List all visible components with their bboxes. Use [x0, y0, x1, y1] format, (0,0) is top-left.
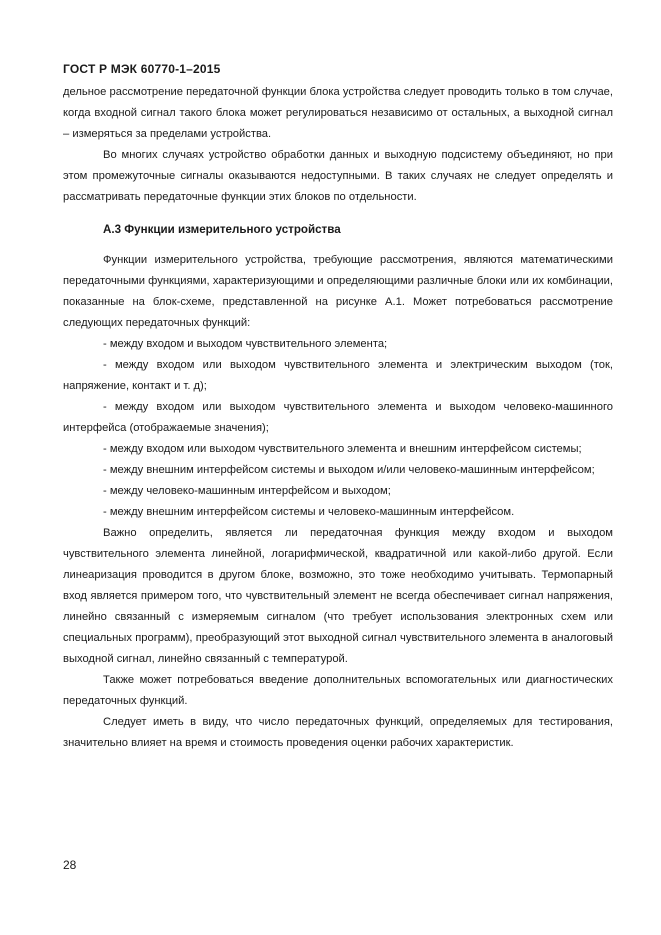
list-item: - между человеко-машинным интерфейсом и выходом; — [103, 485, 391, 497]
list-item: - между внешним интерфейсом системы и выходом и/или человеко-машинным интерфейсом; — [103, 464, 595, 476]
list-item: - между входом и выходом чувствительного элемента; — [103, 338, 388, 350]
paragraph: Во многих случаях устройство обработки данных и выходную подсистему объединяют, но при этом промежуточные сигналы оказываются недоступными. В таких случаях не следует определять и рассматривать передаточные функции этих блоков по отдельности. — [63, 149, 613, 203]
body-text — [63, 82, 613, 754]
paragraph: дельное рассмотрение передаточной функции блока устройства следует проводить только в том случае, когда входной сигнал такого блока может регулироваться независимо от остальных, а выходной сигнал – измеряться за пределами устройства. — [63, 86, 613, 140]
section-heading: А.3 Функции измерительного устройства — [103, 223, 341, 236]
list-item: - между входом или выходом чувствительного элемента и электрическим выходом (ток, напряжение, контакт и т. д); — [63, 359, 613, 392]
list-item: - между входом или выходом чувствительного элемента и выходом человеко-машинного интерфейса (отображаемые значения); — [63, 401, 613, 434]
paragraph: Следует иметь в виду, что число передаточных функций, определяемых для тестирования, значительно влияет на время и стоимость проведения оценки рабочих характеристик. — [63, 716, 613, 749]
list-item: - между внешним интерфейсом системы и человеко-машинным интерфейсом. — [103, 506, 515, 518]
page-number: 28 — [63, 858, 77, 872]
list-item: - между входом или выходом чувствительного элемента и внешним интерфейсом системы; — [103, 443, 582, 455]
document-header: ГОСТ Р МЭК 60770-1–2015 — [63, 62, 221, 76]
paragraph: Также может потребоваться введение дополнительных вспомогательных или диагностических передаточных функций. — [63, 674, 613, 707]
paragraph: Функции измерительного устройства, требующие рассмотрения, являются математическими передаточными функциями, характеризующими и определяющими различные блоки или их комбинации, показанные на блок-схеме, представленной на рисунке А.1. Может потребоваться рассмотрение следующих передаточных функций: — [63, 254, 613, 329]
paragraph: Важно определить, является ли передаточная функция между входом и выходом чувствительного элемента линейной, логарифмической, квадратичной или какой-либо другой. Если линеаризация проводится в другом блоке, возможно, это тоже необходимо учитывать. Термопарный вход является примером того, что чувствительный элемент не всегда обеспечивает сигнал напряжения, линейно связанный с измеряемым сигналом (что требует использования электронных схем или специальных программ), преобразующий этот выходной сигнал чувствительного элемента в аналоговый выходной сигнал, линейно связанный с температурой. — [63, 527, 613, 665]
